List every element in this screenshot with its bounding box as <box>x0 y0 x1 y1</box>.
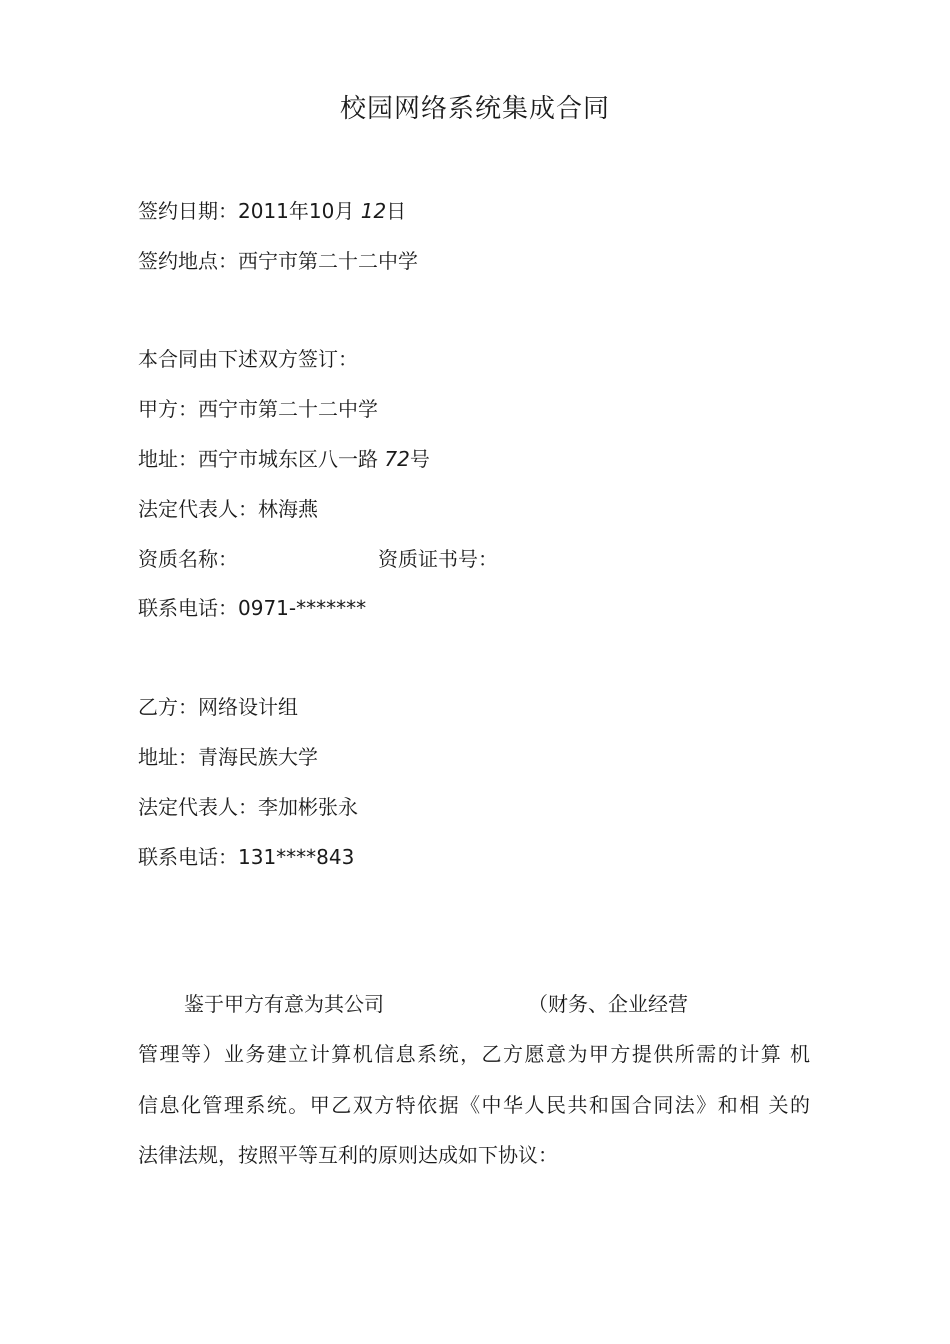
party-a-phone-value: 0971-******* <box>238 596 367 620</box>
sign-date-line <box>138 197 406 225</box>
party-a-qualification <box>138 545 498 573</box>
paragraph-line-1a: 鉴于甲方有意为其公司 <box>184 992 384 1016</box>
paragraph-line-1b: （财务、企业经营 <box>528 992 688 1016</box>
party-a-address-number: 72 <box>384 447 410 471</box>
sign-date-month-unit: 月 <box>334 199 355 223</box>
party-a-phone-label: 联系电话： <box>138 596 238 620</box>
party-a-address-prefix: 地址：西宁市城东区八一路 <box>138 447 378 471</box>
party-a-address-suffix: 号 <box>409 447 430 471</box>
paragraph-line-3: 信息化管理系统。甲乙双方特依据《中华人民共和国合同法》和相 关的 <box>138 1093 810 1117</box>
sign-date-year: 2011 <box>238 199 289 223</box>
party-b-representative: 法定代表人：李加彬张永 <box>138 795 358 819</box>
paragraph-line-2: 管理等）业务建立计算机信息系统，乙方愿意为甲方提供所需的计算 机 <box>138 1042 810 1066</box>
party-b-phone <box>138 843 354 871</box>
sign-date-day-unit: 日 <box>386 199 407 223</box>
qualification-name-label: 资质名称： <box>138 547 238 571</box>
party-b-name: 乙方：网络设计组 <box>138 695 298 719</box>
party-a-phone <box>138 594 366 622</box>
sign-date-label: 签约日期： <box>138 199 238 223</box>
qualification-cert-label: 资质证书号： <box>378 547 498 571</box>
party-b-phone-label: 联系电话： <box>138 845 238 869</box>
sign-place: 签约地点：西宁市第二十二中学 <box>138 249 418 273</box>
document-title: 校园网络系统集成合同 <box>339 94 610 124</box>
paragraph-line-1 <box>138 990 856 1018</box>
paragraph-line-4: 法律法规，按照平等互利的原则达成如下协议： <box>138 1143 558 1167</box>
sign-date-day: 12 <box>360 199 387 223</box>
contract-intro: 本合同由下述双方签订： <box>138 347 358 371</box>
party-b-address: 地址：青海民族大学 <box>138 745 318 769</box>
party-b-phone-value: 131****843 <box>238 845 355 869</box>
sign-date-month: 10 <box>308 199 335 223</box>
party-a-name: 甲方：西宁市第二十二中学 <box>138 397 378 421</box>
party-a-address <box>138 445 430 473</box>
party-a-representative: 法定代表人：林海燕 <box>138 497 318 521</box>
sign-date-year-unit: 年 <box>288 199 309 223</box>
